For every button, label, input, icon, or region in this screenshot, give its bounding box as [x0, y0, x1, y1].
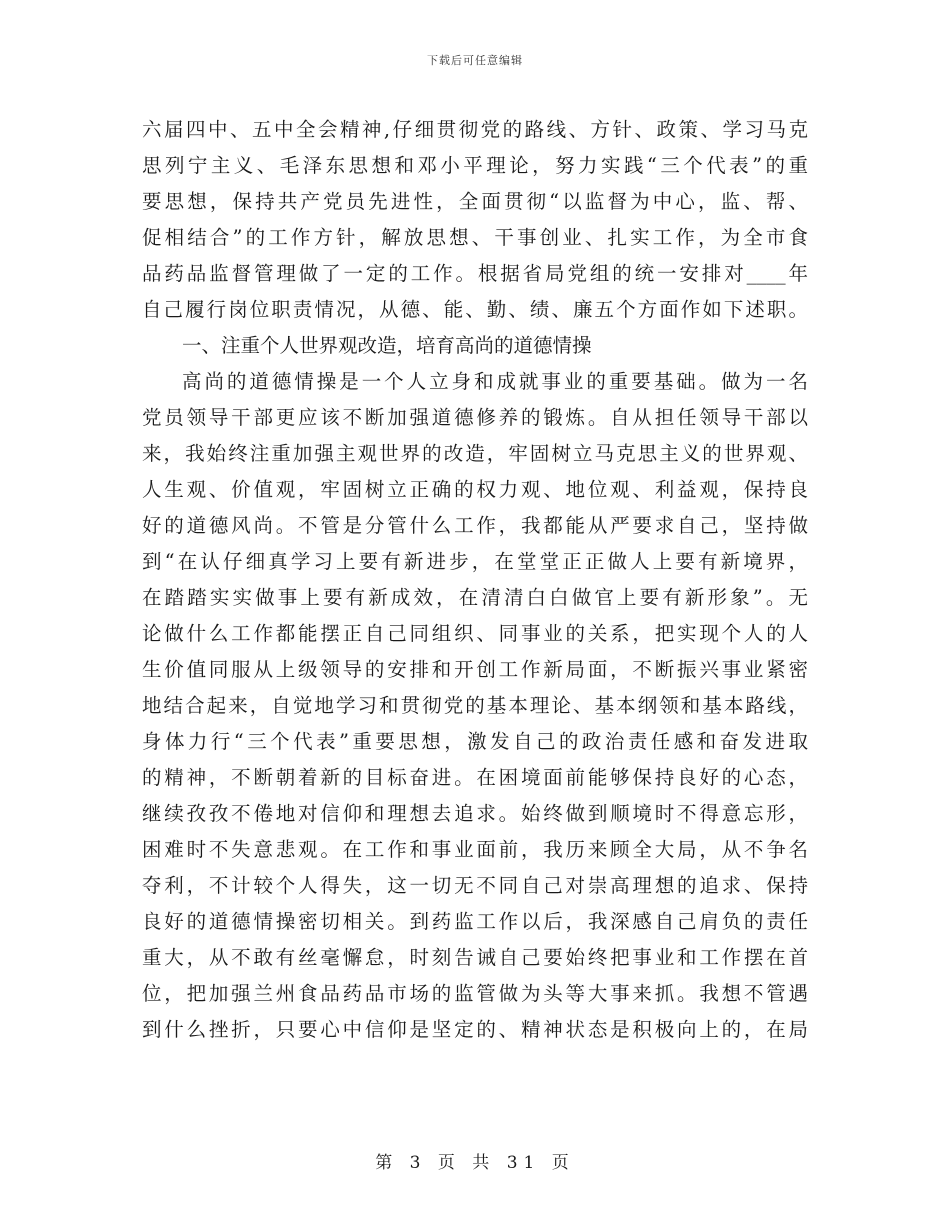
text-line: 的精神，不断朝着新的目标奋进。在困境面前能够保持良好的心态，: [142, 766, 808, 789]
text-line: 要思想，保持共产党员先进性，全面贯彻“以监督为中心，监、帮、: [142, 190, 808, 213]
text-line: 党员领导干部更应该不断加强道德修养的锻炼。自从担任领导干部以: [142, 406, 808, 429]
section-heading: 一、注重个人世界观改造，培育高尚的道德情操: [182, 334, 592, 357]
text-line: 思列宁主义、毛泽东思想和邓小平理论，努力实践“三个代表”的重: [142, 154, 808, 177]
document-body: [142, 112, 808, 1048]
text-line: 位，把加强兰州食品药品市场的监管做为头等大事来抓。我想不管遇: [142, 982, 808, 1005]
text-line: 地结合起来，自觉地学习和贯彻党的基本理论、基本纲领和基本路线，: [142, 694, 808, 717]
page-number-footer: 第 3 页 共 31 页: [375, 1153, 575, 1173]
text-line: 在踏踏实实做事上要有新成效，在清清白白做官上要有新形象”。无: [142, 586, 808, 609]
text-line: 高尚的道德情操是一个人立身和成就事业的重要基础。做为一名: [182, 370, 808, 393]
text-line: 到“在认仔细真学习上要有新进步，在堂堂正正做人上要有新境界，: [142, 550, 808, 573]
text-line: 品药品监督管理做了一定的工作。根据省局党组的统一安排对____年: [142, 262, 808, 285]
text-line: 论做什么工作都能摆正自己同组织、同事业的关系，把实现个人的人: [142, 622, 808, 645]
text-line: 自己履行岗位职责情况，从德、能、勤、绩、廉五个方面作如下述职。: [142, 298, 808, 321]
text-line: 人生观、价值观，牢固树立正确的权力观、地位观、利益观，保持良: [142, 478, 808, 501]
text-line: 六届四中、五中全会精神,仔细贯彻党的路线、方针、政策、学习马克: [142, 118, 808, 141]
text-line: 重大，从不敢有丝毫懈怠，时刻告诫自己要始终把事业和工作摆在首: [142, 946, 808, 969]
text-line: 到什么挫折，只要心中信仰是坚定的、精神状态是积极向上的，在局: [142, 1018, 808, 1041]
text-line: 促相结合”的工作方针，解放思想、干事创业、扎实工作，为全市食: [142, 226, 808, 249]
text-line: 来，我始终注重加强主观世界的改造，牢固树立马克思主义的世界观、: [142, 442, 808, 465]
text-line: 困难时不失意悲观。在工作和事业面前，我历来顾全大局，从不争名: [142, 838, 808, 861]
text-line: 良好的道德情操密切相关。到药监工作以后，我深感自己肩负的责任: [142, 910, 808, 933]
text-line: 身体力行“三个代表”重要思想，激发自己的政治责任感和奋发进取: [142, 730, 808, 753]
page-header-note: 下载后可任意编辑: [427, 54, 523, 67]
text-line: 好的道德风尚。不管是分管什么工作，我都能从严要求自己，坚持做: [142, 514, 808, 537]
text-line: 继续孜孜不倦地对信仰和理想去追求。始终做到顺境时不得意忘形，: [142, 802, 808, 825]
text-line: 生价值同服从上级领导的安排和开创工作新局面，不断振兴事业紧密: [142, 658, 808, 681]
text-line: 夺利，不计较个人得失，这一切无不同自己对崇高理想的追求、保持: [142, 874, 808, 897]
